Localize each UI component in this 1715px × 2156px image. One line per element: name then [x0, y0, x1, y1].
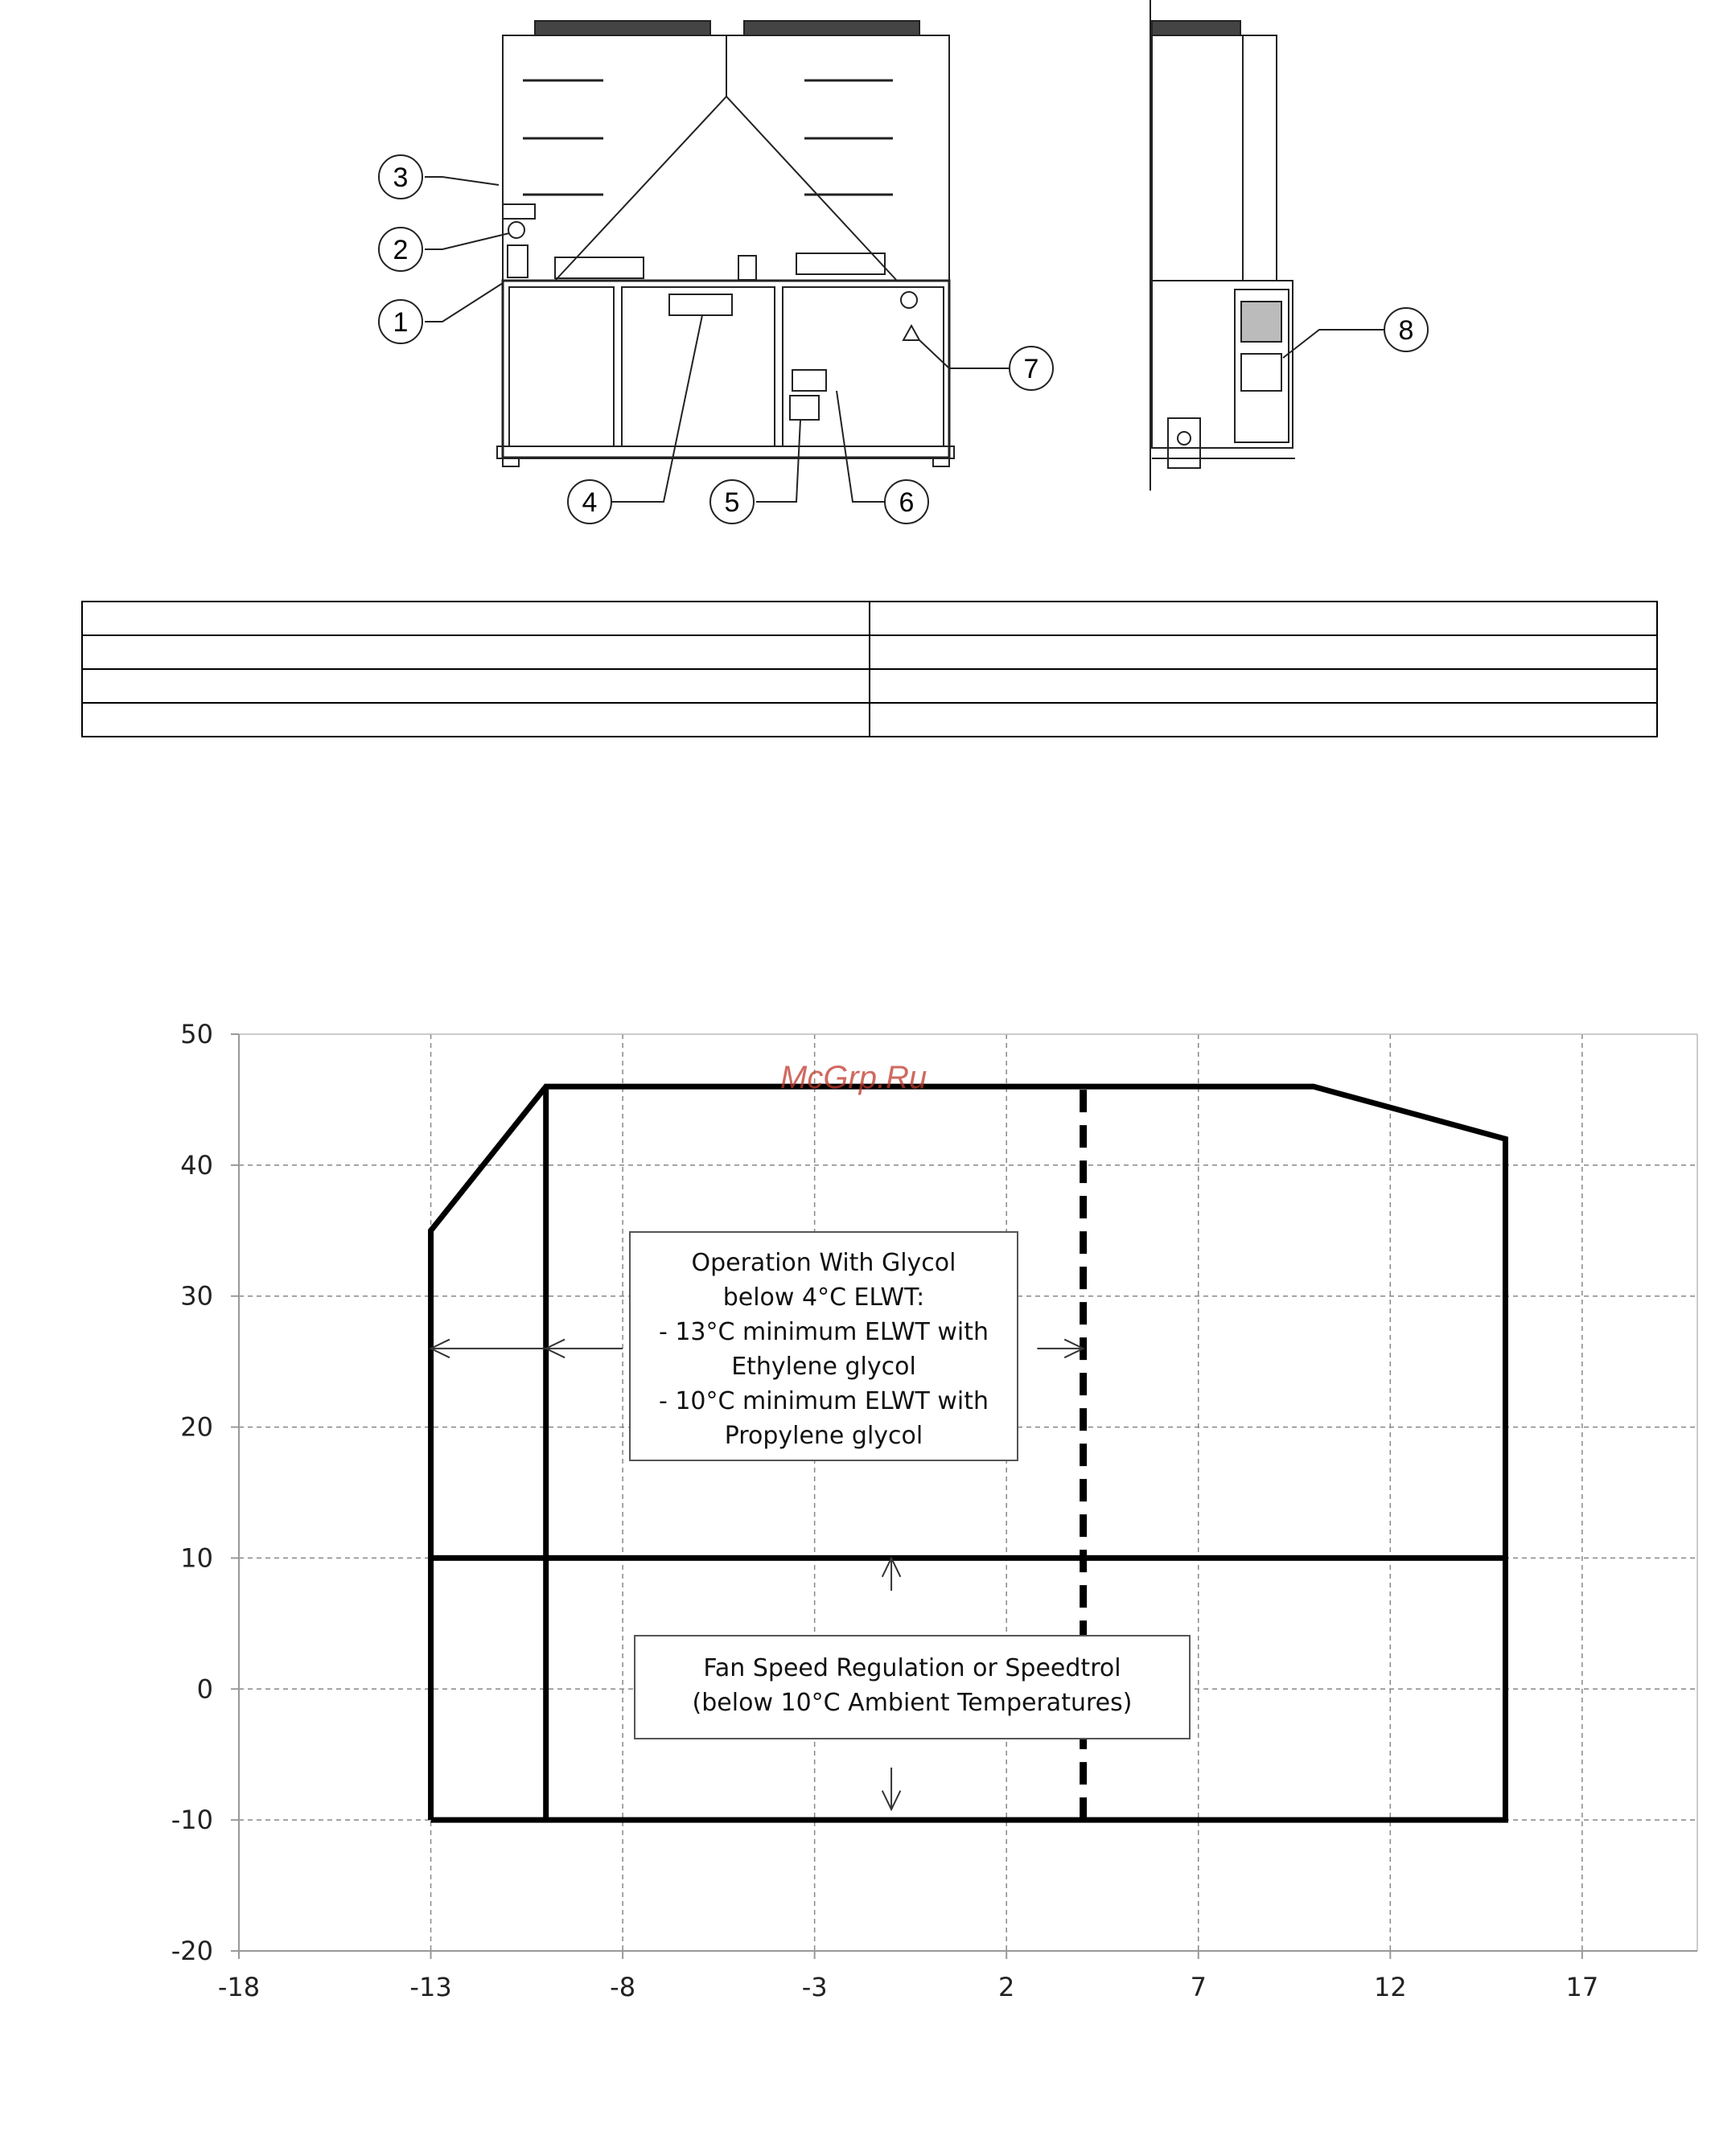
callout-3 — [379, 155, 422, 199]
fan-speed-note-line: (below 10°C Ambient Temperatures) — [692, 1689, 1133, 1717]
unit-drawing — [0, 0, 1715, 563]
x-tick-label: 12 — [1373, 1972, 1407, 2002]
y-tick-label: 30 — [180, 1280, 213, 1312]
svg-text:8: 8 — [1398, 315, 1414, 346]
label-8-grille — [1241, 302, 1281, 342]
svg-text:5: 5 — [724, 487, 740, 518]
callout-1 — [379, 300, 422, 343]
table-cell — [82, 602, 870, 635]
table-cell — [82, 669, 870, 703]
arrow-down — [882, 1768, 901, 1809]
svg-text:4: 4 — [582, 487, 598, 518]
side-fan — [1152, 21, 1240, 35]
arrow-right — [1037, 1340, 1083, 1358]
x-tick-label: 17 — [1565, 1972, 1599, 2002]
glycol-note-line: Operation With Glycol — [691, 1249, 956, 1277]
y-tick-label: 50 — [180, 1019, 213, 1049]
table-row — [82, 602, 1657, 635]
unit-label-table — [81, 601, 1658, 737]
y-tick-label: 20 — [180, 1411, 213, 1443]
grid — [239, 1034, 1697, 1951]
side-view — [1152, 35, 1277, 281]
fan-speed-note-line: Fan Speed Regulation or Speedtrol — [703, 1654, 1121, 1682]
y-tick-label: -20 — [171, 1936, 213, 1966]
table-cell — [82, 703, 870, 737]
label-3 — [503, 204, 535, 219]
svg-text:7: 7 — [1023, 354, 1039, 384]
label-5 — [790, 396, 819, 420]
table-cell — [870, 669, 1657, 703]
arrow-up — [882, 1558, 901, 1591]
table-row — [82, 635, 1657, 669]
warning-sign — [903, 326, 919, 340]
y-tick-label: 0 — [196, 1673, 213, 1705]
label-4 — [669, 294, 732, 315]
callout-6 — [885, 480, 928, 524]
svg-text:6: 6 — [899, 487, 915, 518]
y-tick-label: 40 — [180, 1149, 213, 1181]
callout-7 — [1010, 347, 1053, 390]
callout-5 — [710, 480, 754, 524]
fan-grille-left — [535, 21, 710, 35]
watermark: McGrp.Ru — [780, 1060, 927, 1095]
svg-text:1: 1 — [393, 307, 409, 338]
glycol-note-line: Ethylene glycol — [731, 1353, 916, 1381]
x-tick-label: 2 — [998, 1972, 1015, 2002]
table-row — [82, 669, 1657, 703]
glycol-note — [629, 1231, 1018, 1461]
label-1 — [508, 245, 528, 277]
y-tick-label: 10 — [180, 1542, 213, 1574]
x-tick-label: -3 — [801, 1972, 828, 2002]
label-2 — [508, 222, 524, 238]
callout-4 — [568, 480, 611, 524]
table-row — [82, 703, 1657, 737]
glycol-note-line: below 4°C ELWT: — [722, 1283, 925, 1312]
x-tick-label: -8 — [610, 1972, 636, 2002]
lower-cabinet — [503, 281, 949, 458]
fan-speed-note — [634, 1635, 1191, 1739]
fan-grille-right — [744, 21, 919, 35]
callout-2 — [379, 228, 422, 271]
operating-envelope-chart — [0, 997, 1715, 2043]
x-tick-label: 7 — [1190, 1972, 1207, 2002]
table-cell — [82, 635, 870, 669]
glycol-note-line: Propylene glycol — [724, 1422, 923, 1450]
y-tick-label: -10 — [171, 1805, 213, 1836]
svg-text:2: 2 — [393, 235, 409, 265]
table-cell — [870, 703, 1657, 737]
tick-labels — [171, 1019, 1598, 2002]
callout-8 — [1384, 308, 1428, 351]
glycol-note-line: - 10°C minimum ELWT with — [658, 1387, 989, 1415]
arrow-left-inner — [546, 1340, 623, 1358]
arrow-left-outer — [431, 1340, 546, 1358]
main-switch — [901, 292, 917, 308]
table-cell — [870, 602, 1657, 635]
glycol-note-line: - 13°C minimum ELWT with — [658, 1318, 989, 1346]
label-6 — [792, 370, 826, 391]
x-tick-label: -18 — [217, 1972, 261, 2002]
svg-text:3: 3 — [393, 162, 409, 193]
table-cell — [870, 635, 1657, 669]
x-tick-label: -13 — [409, 1972, 452, 2002]
